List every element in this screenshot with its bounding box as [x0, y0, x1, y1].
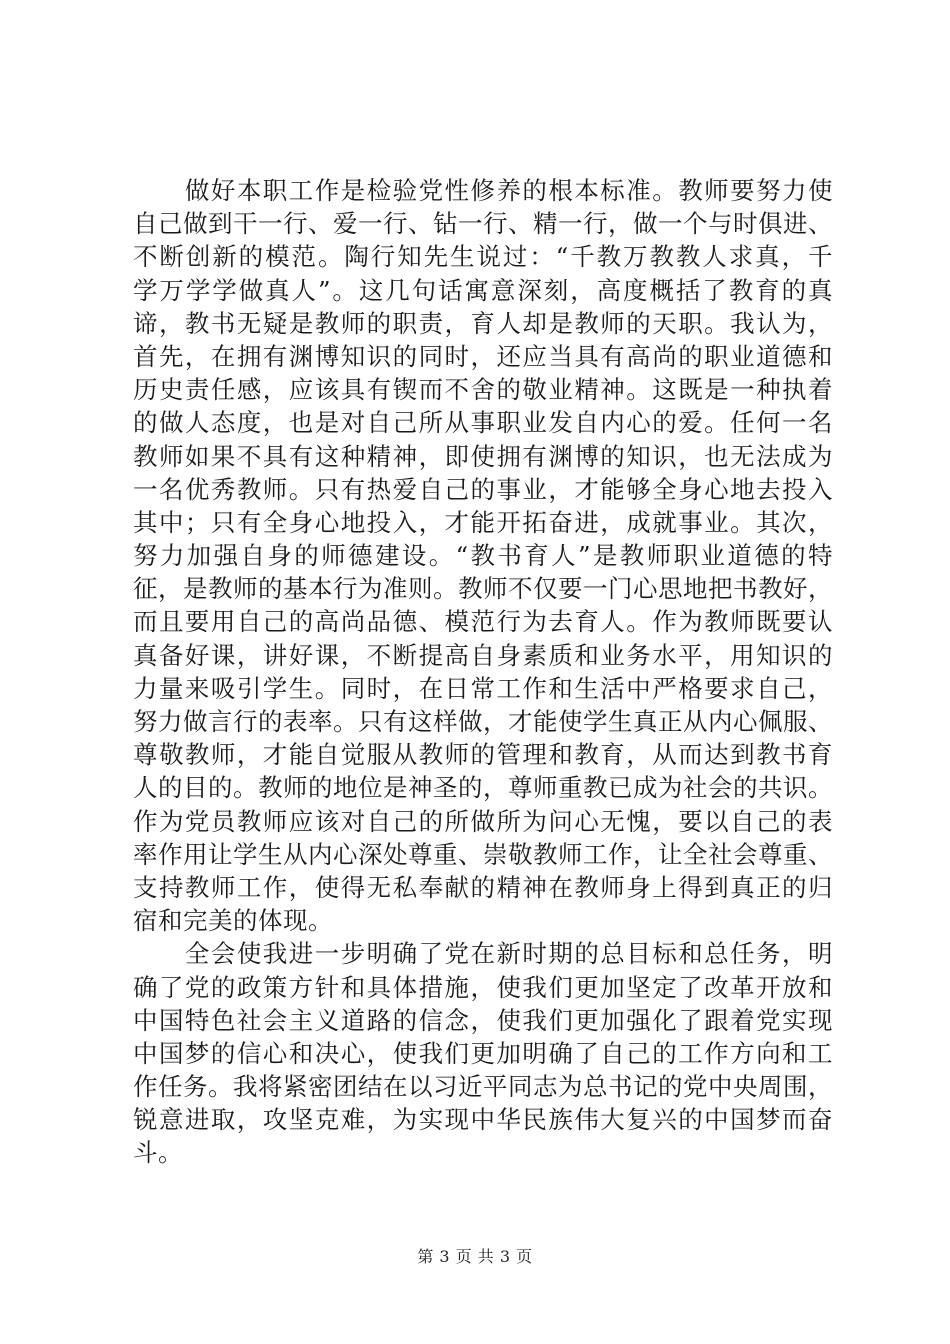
- text-line: 学万学学做真人”。这几句话寓意深刻，高度概括了教育的真: [133, 275, 833, 305]
- text-line: 斗。: [133, 1138, 183, 1168]
- text-line: 自己做到干一行、爱一行、钻一行、精一行，做一个与时俱进、: [133, 209, 833, 239]
- text-line: 历史责任感，应该具有锲而不舍的敬业精神。这既是一种执着: [133, 375, 833, 405]
- text-line: 一名优秀教师。只有热爱自己的事业，才能够全身心地去投入: [133, 474, 833, 504]
- text-line: 人的目的。教师的地位是神圣的，尊师重教已成为社会的共识。: [133, 773, 833, 803]
- text-line: 全会使我进一步明确了党在新时期的总目标和总任务，明: [133, 939, 833, 969]
- text-line: 率作用让学生从内心深处尊重、崇敬教师工作，让全社会尊重、: [133, 839, 833, 869]
- text-line: 其中；只有全身心地投入，才能开拓奋进，成就事业。其次，: [133, 507, 833, 537]
- text-line: 中国特色社会主义道路的信念，使我们更加强化了跟着党实现: [133, 1005, 833, 1035]
- text-line: 中国梦的信心和决心，使我们更加明确了自己的工作方向和工: [133, 1038, 833, 1068]
- text-line: 尊敬教师，才能自觉服从教师的管理和教育，从而达到教书育: [133, 740, 833, 770]
- text-line: 谛，教书无疑是教师的职责，育人却是教师的天职。我认为，: [133, 308, 833, 338]
- text-line: 的做人态度，也是对自己所从事职业发自内心的爱。任何一名: [133, 408, 833, 438]
- text-line: 作任务。我将紧密团结在以习近平同志为总书记的党中央周围，: [133, 1072, 833, 1102]
- text-line: 力量来吸引学生。同时，在日常工作和生活中严格要求自己，: [133, 673, 833, 703]
- text-line: 真备好课，讲好课，不断提高自身素质和业务水平，用知识的: [133, 640, 833, 670]
- text-line: 征，是教师的基本行为准则。教师不仅要一门心思地把书教好，: [133, 574, 833, 604]
- text-line: 支持教师工作，使得无私奉献的精神在教师身上得到真正的归: [133, 872, 833, 902]
- text-line: 不断创新的模范。陶行知先生说过：“千教万教教人求真，千: [133, 242, 833, 272]
- text-line: 确了党的政策方针和具体措施，使我们更加坚定了改革开放和: [133, 972, 833, 1002]
- text-line: 教师如果不具有这种精神，即使拥有渊博的知识，也无法成为: [133, 441, 833, 471]
- text-line: 做好本职工作是检验党性修养的根本标准。教师要努力使: [133, 176, 833, 205]
- text-line: 锐意进取，攻坚克难，为实现中华民族伟大复兴的中国梦而奋: [133, 1105, 833, 1135]
- body-text: [133, 174, 833, 1170]
- page-footer: 第 3 页 共 3 页: [417, 1247, 533, 1266]
- text-line: 努力做言行的表率。只有这样做，才能使学生真正从内心佩服、: [133, 707, 833, 736]
- text-line: 而且要用自己的高尚品德、模范行为去育人。作为教师既要认: [133, 607, 833, 637]
- text-line: 首先，在拥有渊博知识的同时，还应当具有高尚的职业道德和: [133, 341, 833, 371]
- text-line: 努力加强自身的师德建设。“教书育人”是教师职业道德的特: [133, 541, 833, 571]
- text-line: 作为党员教师应该对自己的所做所为问心无愧，要以自己的表: [133, 806, 833, 836]
- text-line: 宿和完美的体现。: [133, 906, 333, 936]
